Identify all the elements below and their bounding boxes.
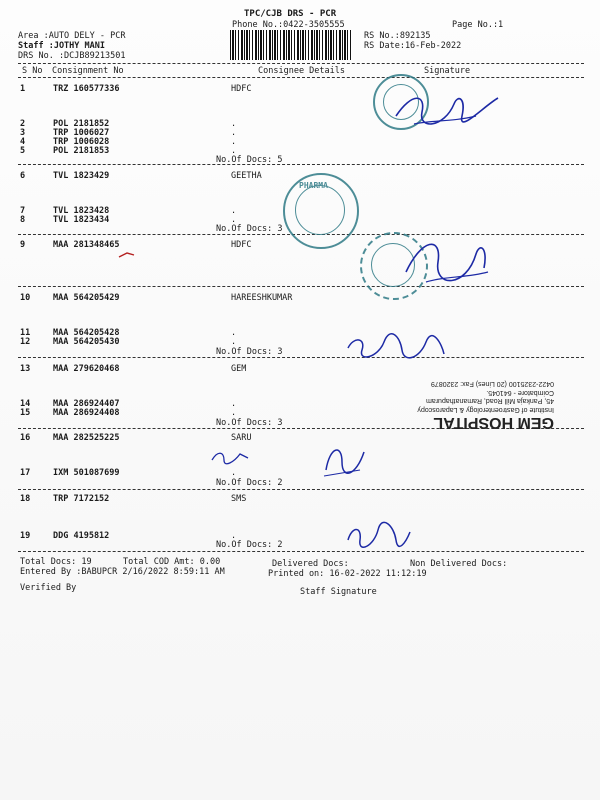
total-docs: Total Docs: 19	[20, 557, 92, 567]
row-sno: 11	[20, 328, 31, 338]
row-sno: 19	[20, 531, 31, 541]
row-consignee: .	[231, 531, 237, 541]
area-label: Area :AUTO DELY - PCR	[18, 31, 126, 41]
row-consignment: MAA 286924408	[53, 408, 120, 418]
row-consignee: GEM	[231, 364, 247, 374]
row-consignee: HDFC	[231, 84, 252, 94]
hospital-line: 45, Pankaja Mill Road, Ramanathapuram	[425, 397, 554, 405]
non-delivered-docs: Non Delivered Docs:	[410, 559, 508, 569]
row-consignee: .	[231, 128, 237, 138]
drs-number: DRS No. :DCJB89213501	[18, 51, 126, 61]
row-consignment: MAA 564205430	[53, 337, 120, 347]
row-consignment: TVL 1823434	[53, 215, 110, 225]
row-sno: 15	[20, 408, 31, 418]
divider	[18, 551, 584, 552]
divider	[18, 286, 584, 287]
row-sno: 5	[20, 146, 26, 156]
delivered-docs: Delivered Docs:	[272, 559, 349, 569]
printed-on: Printed on: 16-02-2022 11:12:19	[268, 569, 427, 579]
row-sno: 16	[20, 433, 31, 443]
row-sno: 18	[20, 494, 31, 504]
doc-count: No.Of Docs: 3	[216, 418, 283, 428]
divider	[18, 77, 584, 78]
row-consignment: MAA 564205428	[53, 328, 120, 338]
document-title: TPC/CJB DRS - PCR	[244, 9, 337, 19]
signature-mark	[344, 332, 448, 362]
total-cod: Total COD Amt: 0.00	[123, 557, 221, 567]
row-consignment: TVL 1823428	[53, 206, 110, 216]
row-consignment: MAA 564205429	[53, 293, 120, 303]
row-consignee: .	[231, 206, 237, 216]
signature-mark	[396, 232, 496, 292]
row-consignment: IXM 501087699	[53, 468, 120, 478]
signature-mark	[392, 86, 502, 134]
pharma-stamp	[283, 173, 359, 249]
row-consignment: MAA 286924407	[53, 399, 120, 409]
row-consignee: HAREESHKUMAR	[231, 293, 293, 303]
row-consignee: GEETHA	[231, 171, 262, 181]
row-consignee: .	[231, 137, 237, 147]
row-consignment: TVL 1823429	[53, 171, 110, 181]
page-number: Page No.:1	[452, 20, 504, 30]
row-sno: 14	[20, 399, 31, 409]
row-consignment: TRP 1006028	[53, 137, 110, 147]
row-sno: 17	[20, 468, 31, 478]
row-sno: 2	[20, 119, 26, 129]
verified-by-label: Verified By	[20, 583, 77, 593]
doc-count: No.Of Docs: 3	[216, 224, 283, 234]
staff-signature-label: Staff Signature	[300, 587, 377, 597]
doc-count: No.Of Docs: 2	[216, 478, 283, 488]
phone-number: Phone No.:0422-3505555	[232, 20, 345, 30]
row-consignee: .	[231, 215, 237, 225]
hospital-line: 0422-2325100 (20 Lines) Fax: 2320879	[431, 380, 554, 388]
divider	[18, 164, 584, 165]
row-consignment: POL 2181852	[53, 119, 110, 129]
row-consignment: TRP 7172152	[53, 494, 110, 504]
row-consignee: HDFC	[231, 240, 252, 250]
row-consignee: .	[231, 328, 237, 338]
row-sno: 7	[20, 206, 26, 216]
hospital-line: Coimbatore - 641045.	[486, 389, 554, 396]
col-header-signature: Signature	[424, 66, 471, 76]
divider	[18, 63, 584, 64]
col-header-sno: S No	[22, 66, 43, 76]
row-consignee: .	[231, 337, 237, 347]
row-consignment: MAA 281348465	[53, 240, 120, 250]
entered-by: Entered By :BABUPCR 2/16/2022 8:59:11 AM	[20, 567, 225, 577]
barcode-image	[230, 30, 352, 60]
col-header-consignment: Consignment No	[52, 66, 124, 76]
row-sno: 1	[20, 84, 26, 94]
row-consignment: MAA 282525225	[53, 433, 120, 443]
row-consignee: .	[231, 399, 237, 409]
col-header-consignee: Consignee Details	[258, 66, 345, 76]
divider	[18, 489, 584, 490]
row-consignee: .	[231, 146, 237, 156]
signature-mark	[210, 448, 250, 466]
row-consignee: .	[231, 408, 237, 418]
signature-mark	[320, 440, 370, 480]
row-sno: 9	[20, 240, 26, 250]
signature-mark	[344, 520, 414, 550]
row-consignment: TRZ 160577336	[53, 84, 120, 94]
hospital-name: GEM HOSPITAL	[433, 414, 554, 431]
row-sno: 6	[20, 171, 26, 181]
rs-date: RS Date:16-Feb-2022	[364, 41, 462, 51]
row-sno: 4	[20, 137, 26, 147]
row-sno: 3	[20, 128, 26, 138]
doc-count: No.Of Docs: 2	[216, 540, 283, 550]
row-consignee: SARU	[231, 433, 252, 443]
doc-count: No.Of Docs: 3	[216, 347, 283, 357]
row-consignee: .	[231, 468, 237, 478]
pharma-stamp-text: PHARMA	[299, 181, 328, 190]
divider	[18, 357, 584, 358]
ink-mark	[118, 250, 136, 260]
staff-label: Staff :JOTHY MANI	[18, 41, 105, 51]
row-sno: 8	[20, 215, 26, 225]
hospital-stamp	[362, 365, 554, 431]
row-consignment: MAA 279620468	[53, 364, 120, 374]
doc-count: No.Of Docs: 5	[216, 155, 283, 165]
row-consignment: TRP 1006027	[53, 128, 110, 138]
row-consignment: POL 2181853	[53, 146, 110, 156]
rs-number: RS No.:892135	[364, 31, 431, 41]
row-consignment: DDG 4195812	[53, 531, 110, 541]
row-consignee: SMS	[231, 494, 247, 504]
row-sno: 12	[20, 337, 31, 347]
row-sno: 13	[20, 364, 31, 374]
hospital-line: Institute of Gastroenterology & Laparoscopy	[417, 406, 554, 413]
row-sno: 10	[20, 293, 31, 303]
row-consignee: .	[231, 119, 237, 129]
